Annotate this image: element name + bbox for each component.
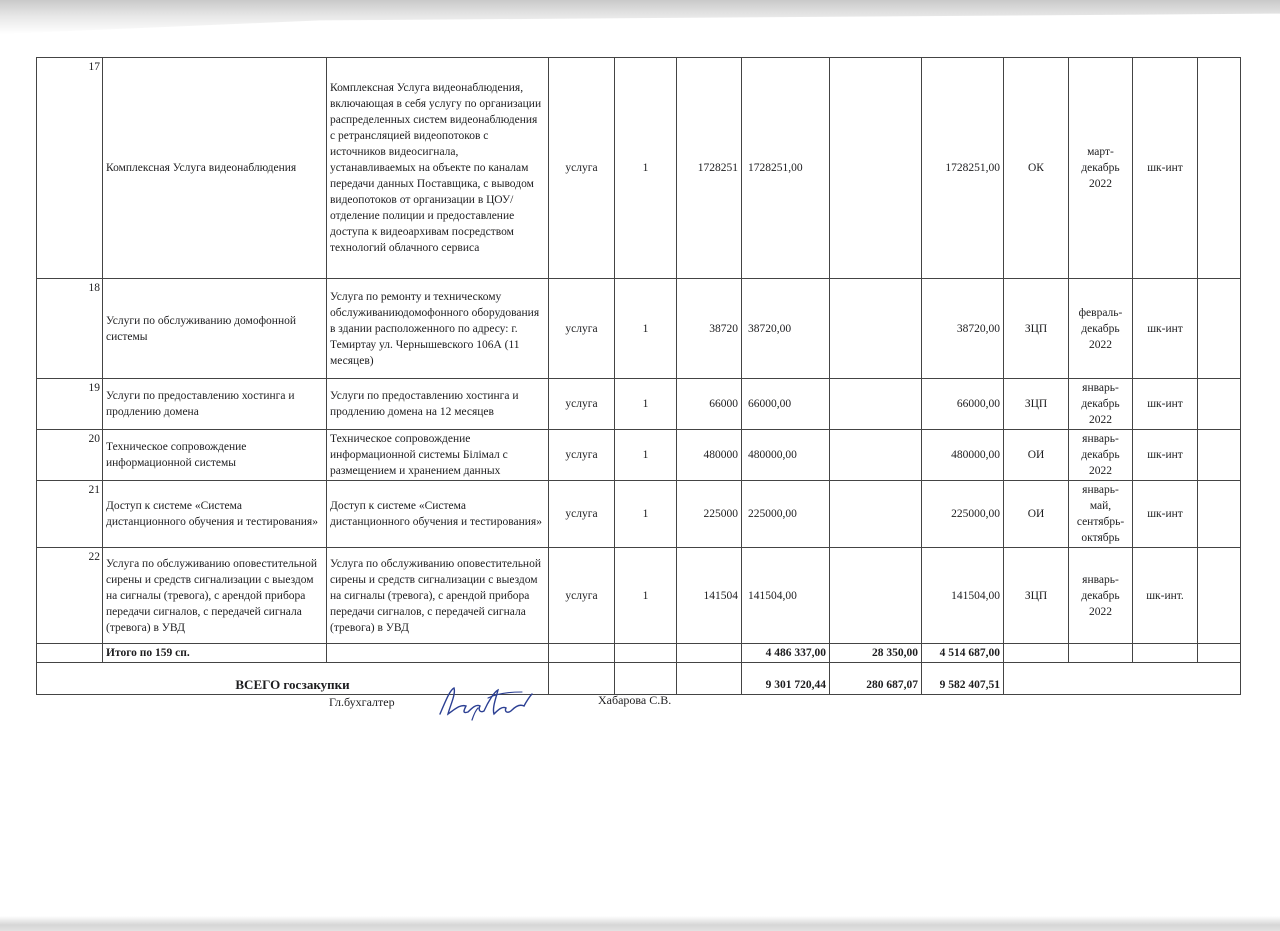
item-name: Услуги по предоставлению хостинга и продлению домена — [103, 379, 327, 430]
procurement-period: январь-май, сентябрь-октябрь — [1069, 481, 1133, 548]
table-row — [37, 379, 1241, 430]
signature-icon — [436, 680, 536, 726]
procurement-period: февраль-декабрь 2022 — [1069, 279, 1133, 379]
item-quantity: 1 — [615, 58, 677, 279]
empty-cell — [1198, 481, 1241, 548]
row-number: 21 — [37, 481, 103, 548]
item-extra — [830, 58, 922, 279]
subtotal-row — [37, 644, 1241, 663]
funding-code: шк-инт — [1133, 279, 1198, 379]
procurement-method: ОИ — [1004, 481, 1069, 548]
procurement-method: ЗЦП — [1004, 548, 1069, 644]
item-name: Комплексная Услуга видеонаблюдения — [103, 58, 327, 279]
empty-cell — [549, 663, 615, 695]
item-price: 66000 — [677, 379, 742, 430]
item-quantity: 1 — [615, 548, 677, 644]
item-unit: услуга — [549, 379, 615, 430]
empty-cell — [1069, 644, 1133, 663]
item-quantity: 1 — [615, 279, 677, 379]
procurement-table — [36, 57, 1241, 695]
table-row — [37, 481, 1241, 548]
item-extra — [830, 430, 922, 481]
item-unit: услуга — [549, 279, 615, 379]
empty-cell — [615, 663, 677, 695]
empty-cell — [37, 644, 103, 663]
empty-cell — [1004, 644, 1069, 663]
item-extra — [830, 379, 922, 430]
funding-code: шк-инт. — [1133, 548, 1198, 644]
item-unit: услуга — [549, 58, 615, 279]
row-number: 18 — [37, 279, 103, 379]
empty-cell — [1198, 644, 1241, 663]
empty-cell — [1198, 548, 1241, 644]
subtotal-extra: 28 350,00 — [830, 644, 922, 663]
empty-cell — [1198, 58, 1241, 279]
row-number: 17 — [37, 58, 103, 279]
table-row — [37, 548, 1241, 644]
table-row — [37, 430, 1241, 481]
signatory-role: Гл.бухгалтер — [329, 695, 395, 709]
item-sum: 480000,00 — [742, 430, 830, 481]
procurement-method: ЗЦП — [1004, 379, 1069, 430]
item-name: Доступ к системе «Система дистанционного обучения и тестирования» — [103, 481, 327, 548]
item-description: Услуга по ремонту и техническому обслуживаниюдомофонного оборудования в здании расположенного по адресу: г. Темиртау ул. Чернышевского 106А (11 месяцев) — [327, 279, 549, 379]
item-description: Доступ к системе «Система дистанционного обучения и тестирования» — [327, 481, 549, 548]
subtotal-amount: 4 514 687,00 — [922, 644, 1004, 663]
row-number: 19 — [37, 379, 103, 430]
item-amount: 1728251,00 — [922, 58, 1004, 279]
item-sum: 66000,00 — [742, 379, 830, 430]
empty-cell — [615, 644, 677, 663]
item-name: Услуга по обслуживанию оповестительной сирены и средств сигнализации с выездом на сигналы (тревога), с арендой прибора передачи сигналов, с передачей сигнала (тревога) в УВД — [103, 548, 327, 644]
item-name: Услуги по обслуживанию домофонной системы — [103, 279, 327, 379]
item-description: Услуга по обслуживанию оповестительной сирены и средств сигнализации с выездом на сигналы (тревога), с арендой прибора передачи сигналов, с передачей сигнала (тревога) в УВД — [327, 548, 549, 644]
funding-code: шк-инт — [1133, 430, 1198, 481]
row-number: 22 — [37, 548, 103, 644]
funding-code: шк-инт — [1133, 379, 1198, 430]
subtotal-label: Итого по 159 сп. — [103, 644, 327, 663]
procurement-period: январь-декабрь 2022 — [1069, 430, 1133, 481]
item-unit: услуга — [549, 430, 615, 481]
scan-edge-top — [0, 0, 1280, 34]
empty-cell — [1198, 379, 1241, 430]
item-amount: 225000,00 — [922, 481, 1004, 548]
subtotal-sum: 4 486 337,00 — [742, 644, 830, 663]
empty-cell — [1004, 663, 1241, 695]
item-unit: услуга — [549, 481, 615, 548]
row-number: 20 — [37, 430, 103, 481]
grand-total-extra: 280 687,07 — [830, 663, 922, 695]
procurement-method: ОК — [1004, 58, 1069, 279]
empty-cell — [677, 644, 742, 663]
empty-cell — [549, 644, 615, 663]
signatory-name: Хабарова С.В. — [598, 693, 672, 707]
funding-code: шк-инт — [1133, 58, 1198, 279]
item-price: 225000 — [677, 481, 742, 548]
item-sum: 141504,00 — [742, 548, 830, 644]
item-amount: 480000,00 — [922, 430, 1004, 481]
table-row — [37, 58, 1241, 279]
grand-total-row — [37, 663, 1241, 695]
empty-cell — [677, 663, 742, 695]
item-sum: 38720,00 — [742, 279, 830, 379]
grand-total-label: ВСЕГО госзакупки — [37, 663, 549, 695]
procurement-method: ЗЦП — [1004, 279, 1069, 379]
item-extra — [830, 279, 922, 379]
item-amount: 66000,00 — [922, 379, 1004, 430]
item-extra — [830, 548, 922, 644]
item-price: 480000 — [677, 430, 742, 481]
empty-cell — [1133, 644, 1198, 663]
empty-cell — [1198, 430, 1241, 481]
item-price: 1728251 — [677, 58, 742, 279]
item-sum: 225000,00 — [742, 481, 830, 548]
item-description: Комплексная Услуга видеонаблюдения, включающая в себя услугу по организации распределенных систем видеонаблюдения с ретрансляцией видеопотоков с источников видеосигнала, устанавливаемых на объекте по каналам передачи данных Поставщика, с выводом видеопотоков от организации в ЦОУ/отделение полиции и предоставление доступа к видеоархивам посредством технологий облачного сервиса — [327, 58, 549, 279]
procurement-period: январь-декабрь 2022 — [1069, 379, 1133, 430]
item-extra — [830, 481, 922, 548]
item-description: Техническое сопровождение информационной системы Білімал с размещением и хранением данных — [327, 430, 549, 481]
item-quantity: 1 — [615, 430, 677, 481]
item-sum: 1728251,00 — [742, 58, 830, 279]
item-unit: услуга — [549, 548, 615, 644]
grand-total-amount: 9 582 407,51 — [922, 663, 1004, 695]
item-price: 38720 — [677, 279, 742, 379]
item-amount: 38720,00 — [922, 279, 1004, 379]
grand-total-sum: 9 301 720,44 — [742, 663, 830, 695]
table-row — [37, 279, 1241, 379]
item-name: Техническое сопровождение информационной системы — [103, 430, 327, 481]
empty-cell — [327, 644, 549, 663]
scan-edge-bottom — [0, 916, 1280, 931]
item-amount: 141504,00 — [922, 548, 1004, 644]
procurement-period: март-декабрь 2022 — [1069, 58, 1133, 279]
item-description: Услуги по предоставлению хостинга и продлению домена на 12 месяцев — [327, 379, 549, 430]
funding-code: шк-инт — [1133, 481, 1198, 548]
procurement-period: январь-декабрь 2022 — [1069, 548, 1133, 644]
procurement-method: ОИ — [1004, 430, 1069, 481]
empty-cell — [1198, 279, 1241, 379]
item-price: 141504 — [677, 548, 742, 644]
item-quantity: 1 — [615, 379, 677, 430]
item-quantity: 1 — [615, 481, 677, 548]
